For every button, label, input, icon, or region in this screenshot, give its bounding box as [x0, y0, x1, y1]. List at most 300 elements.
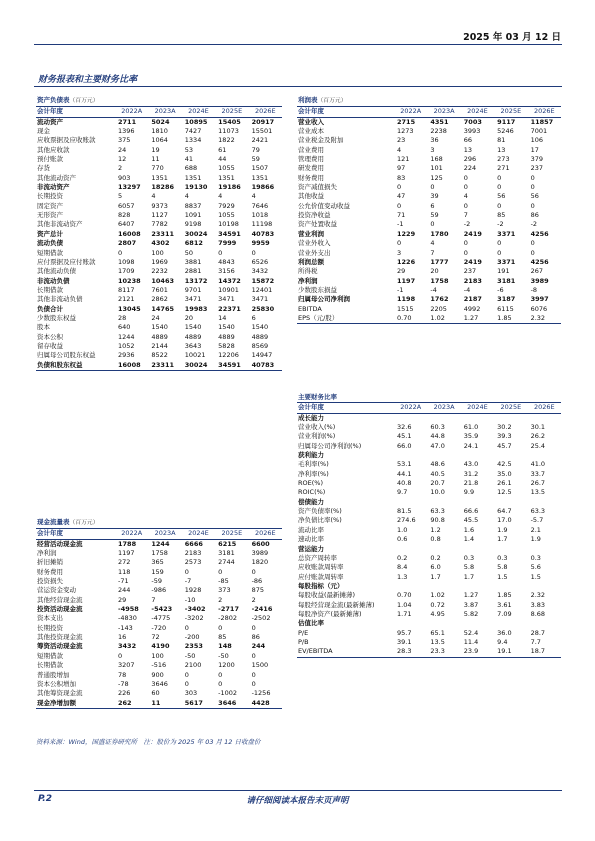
row-label: 资产处置收益: [298, 220, 337, 229]
cell-value: 1055: [218, 164, 235, 173]
cell-value: 90.8: [430, 516, 445, 525]
cell-value: 8837: [184, 201, 202, 210]
row-label: 管理费用: [298, 155, 324, 164]
cell-value: 35.0: [497, 469, 512, 478]
cell-value: 2881: [184, 267, 202, 276]
cell-value: 17.0: [497, 516, 512, 525]
cell-value: -10: [184, 595, 196, 604]
table-row: [36, 267, 282, 276]
cell-value: 224: [463, 164, 477, 173]
cell-value: 9198: [184, 220, 202, 229]
cell-value: [461, 498, 494, 507]
cell-value: 63.3: [530, 507, 546, 516]
page-number: P.2: [38, 794, 52, 804]
row-label: 其他筹资现金流: [37, 689, 83, 698]
cell-value: [494, 498, 527, 507]
table-row: [297, 516, 561, 525]
cell-value: 1500: [251, 661, 269, 670]
table-row: [297, 460, 561, 469]
cell-value: 1.02: [430, 591, 445, 600]
table-row: [297, 488, 561, 497]
cell-value: 9701: [184, 285, 202, 294]
cell-value: 11: [148, 699, 181, 709]
cell-value: 44: [218, 155, 227, 164]
cell-value: 0: [530, 201, 535, 210]
cell-value: 10.0: [430, 488, 445, 497]
cell-value: 6: [430, 201, 435, 210]
table-row: [36, 596, 282, 605]
table-row: [297, 174, 561, 183]
cell-value: 4: [430, 239, 435, 248]
table-row: [297, 314, 561, 324]
cell-value: 1.2: [430, 525, 441, 534]
cell-value: 274.6: [397, 516, 416, 525]
cell-value: 3471: [218, 295, 235, 304]
cell-value: 2573: [184, 558, 202, 567]
cell-value: -86: [251, 577, 263, 586]
row-label: 财务费用: [37, 567, 63, 576]
table-row: [297, 239, 561, 248]
cell-value: 4889: [218, 332, 235, 341]
cell-value: [461, 545, 494, 554]
table-row: [297, 423, 561, 432]
cell-value: 1351: [251, 173, 269, 182]
row-label: 折旧摊销: [37, 558, 63, 567]
cell-value: 3471: [251, 295, 269, 304]
section-title: 财务报表和主要财务比率: [38, 75, 138, 85]
table-row: [36, 671, 282, 680]
cell-value: 8569: [251, 341, 269, 350]
table-row: [297, 183, 561, 192]
table-row: [36, 661, 282, 670]
cell-value: 0: [218, 679, 223, 688]
cell-value: 19130: [184, 183, 208, 192]
cell-value: 9959: [251, 239, 270, 248]
cell-value: -2416: [251, 605, 273, 614]
cell-value: 21.8: [463, 479, 479, 488]
cell-value: 4256: [530, 257, 549, 266]
cell-value: 0: [497, 173, 502, 182]
row-label: 成长能力: [298, 413, 324, 422]
cell-value: 28: [118, 313, 127, 322]
cell-value: 0: [184, 623, 189, 632]
table-row: [36, 323, 282, 332]
cell-value: -1: [397, 285, 404, 294]
cell-value: [494, 582, 527, 591]
cell-value: 0: [497, 248, 502, 257]
column-header: 2022A: [115, 107, 148, 117]
cell-value: 86: [530, 211, 539, 220]
cell-value: 688: [184, 164, 198, 173]
cell-value: 1762: [430, 295, 449, 304]
cell-value: 5828: [218, 341, 235, 350]
cell-value: 237: [463, 267, 477, 276]
cell-value: -1256: [251, 689, 271, 698]
cell-value: 41.0: [530, 460, 546, 469]
cell-value: 1969: [151, 257, 168, 266]
cell-value: 0: [463, 201, 468, 210]
cell-value: 3.87: [463, 600, 479, 609]
table-row: [297, 610, 561, 619]
column-header: 会计年度: [297, 403, 394, 413]
row-label: 营业利润(%): [298, 432, 336, 441]
table-row: [297, 451, 561, 460]
cell-value: [461, 413, 494, 423]
cell-value: 3181: [497, 276, 516, 285]
cell-value: 7.09: [497, 609, 512, 618]
cell-value: 159: [151, 567, 164, 576]
cell-value: 2205: [430, 304, 447, 313]
cell-value: 7: [151, 595, 156, 604]
cell-value: 6407: [118, 220, 135, 229]
cell-value: 2121: [118, 295, 135, 304]
cell-value: [394, 451, 427, 460]
cell-value: 3: [397, 248, 402, 257]
cell-value: 1.02: [427, 314, 460, 324]
cell-value: 0.6: [397, 535, 408, 544]
cell-value: 15872: [251, 276, 275, 285]
cell-value: 25830: [251, 304, 275, 313]
row-label: 资本支出: [37, 614, 63, 623]
table-row: [297, 220, 561, 229]
cell-value: 4190: [151, 642, 170, 651]
cell-value: 1064: [151, 136, 168, 145]
cell-value: 30.1: [530, 423, 546, 432]
cell-value: 4: [463, 192, 468, 201]
cell-value: 3643: [184, 341, 202, 350]
cell-value: 14947: [251, 351, 273, 360]
cell-value: 1.5: [497, 572, 508, 581]
row-label: 营运资金变动: [37, 586, 76, 595]
cell-value: 47: [397, 192, 406, 201]
row-label: 财务费用: [298, 173, 324, 182]
cell-value: 3432: [251, 267, 269, 276]
cell-value: 0: [430, 183, 435, 192]
table-row: [36, 699, 282, 709]
cell-value: 42.5: [497, 460, 512, 469]
cell-value: 101: [430, 164, 443, 173]
source-note: 资料来源：Wind，国盛证券研究所 注：股价为 2025 年 03 月 12 日收盘价: [36, 738, 261, 746]
cell-value: -4: [463, 285, 471, 294]
cell-value: 2232: [151, 267, 168, 276]
cell-value: 7: [463, 211, 468, 220]
cell-value: [427, 545, 460, 554]
cell-value: 1198: [397, 295, 416, 304]
cell-value: 1.7: [463, 572, 475, 581]
cell-value: 4: [397, 145, 402, 154]
cell-value: 0: [430, 220, 435, 229]
row-label: 每股指标（元）: [298, 581, 344, 590]
cell-value: 1777: [430, 257, 449, 266]
table-row: [36, 624, 282, 633]
cell-value: 30024: [182, 361, 215, 371]
cell-value: -4958: [118, 605, 139, 614]
cell-value: 3432: [118, 642, 137, 651]
cell-value: 1810: [151, 127, 168, 136]
row-label: 其他非流动负债: [37, 295, 83, 304]
row-label: 流动资产: [37, 117, 63, 126]
cell-value: 79: [251, 145, 260, 154]
cell-value: 4302: [151, 239, 170, 248]
table-row: [36, 539, 282, 549]
cell-value: 14372: [218, 276, 241, 285]
row-label: 营业利润: [298, 229, 324, 238]
cell-value: [494, 545, 527, 554]
cell-value: 9373: [151, 201, 168, 210]
footer-divider: [34, 790, 562, 791]
cell-value: 3989: [530, 276, 549, 285]
table-row: [297, 432, 561, 441]
cell-value: 191: [497, 267, 510, 276]
cell-value: 2144: [151, 341, 168, 350]
cell-value: 6: [251, 313, 256, 322]
cell-value: 1.27: [461, 314, 494, 324]
cell-value: 35.9: [463, 432, 479, 441]
cell-value: -7: [184, 577, 192, 586]
cell-value: 2100: [184, 661, 202, 670]
row-label: 应收账款周转率: [298, 563, 344, 572]
financial-ratios-table: [297, 393, 561, 658]
table-row: [36, 558, 282, 567]
cell-value: 6526: [251, 257, 269, 266]
cell-value: -78: [118, 679, 129, 688]
cell-value: 365: [151, 558, 164, 567]
cell-value: 1197: [397, 276, 416, 285]
cell-value: 97: [397, 164, 406, 173]
cell-value: 2421: [251, 136, 269, 145]
row-label: 投资损失: [37, 577, 63, 586]
cell-value: 8.4: [397, 563, 408, 572]
cell-value: 1.7: [430, 572, 441, 581]
cell-value: 29: [397, 267, 406, 276]
ratios-caption: 主要财务比率: [298, 393, 337, 401]
row-label: EV/EBITDA: [297, 647, 394, 657]
cell-value: -2717: [218, 605, 239, 614]
row-label: 短期借款: [37, 651, 63, 660]
cell-value: 3.61: [497, 600, 512, 609]
cell-value: 226: [118, 689, 131, 698]
cell-value: 100: [151, 248, 164, 257]
cell-value: 0: [118, 651, 123, 660]
cell-value: 1.3: [397, 572, 408, 581]
row-label: 净利率(%): [298, 469, 329, 478]
cell-value: 0.70: [397, 591, 412, 600]
cell-value: 3: [430, 145, 435, 154]
cell-value: 53.1: [397, 460, 412, 469]
cell-value: 1758: [430, 276, 449, 285]
row-label: EBITDA: [298, 304, 322, 313]
row-label: 其他投资现金流: [37, 633, 83, 642]
cell-value: 2.32: [528, 314, 561, 324]
table-row: [297, 164, 561, 173]
cell-value: 7601: [151, 285, 168, 294]
cell-value: -50: [218, 651, 229, 660]
table-row: [36, 314, 282, 323]
cell-value: 15501: [251, 127, 273, 136]
cell-value: 1780: [430, 229, 449, 238]
cell-value: 0: [497, 239, 502, 248]
row-label: EPS（元/股）: [297, 314, 394, 324]
cell-value: 1.04: [397, 600, 412, 609]
cell-value: 1055: [218, 211, 235, 220]
cell-value: 12401: [251, 285, 273, 294]
cell-value: 1.85: [494, 314, 527, 324]
cell-value: 18286: [151, 183, 175, 192]
cell-value: 0: [530, 173, 535, 182]
row-label: 留存收益: [37, 341, 63, 350]
header-divider: [34, 44, 562, 45]
cell-value: 0: [218, 567, 223, 576]
cell-value: 168: [430, 155, 443, 164]
cell-value: 1.4: [463, 535, 475, 544]
table-row: [297, 563, 561, 572]
cell-value: 32.6: [397, 423, 412, 432]
cell-value: -4775: [151, 614, 171, 623]
cell-value: 48.6: [430, 460, 445, 469]
cell-value: 3187: [497, 295, 516, 304]
cell-value: 41: [184, 155, 194, 164]
cell-value: 2711: [118, 117, 137, 126]
cell-value: 0.3: [530, 553, 541, 562]
table-row: [36, 549, 282, 558]
cell-value: 244: [118, 586, 131, 595]
row-label: 投资活动现金流: [37, 605, 83, 614]
row-label: 每股净资产(最新摊薄): [298, 609, 362, 618]
cell-value: 4: [151, 192, 156, 201]
cell-value: 0: [118, 248, 123, 257]
cell-value: 7001: [530, 127, 548, 136]
cell-value: [528, 498, 561, 507]
cell-value: 1758: [151, 549, 168, 558]
cell-value: 303: [184, 689, 198, 698]
cell-value: 1.85: [497, 591, 512, 600]
cell-value: 5024: [151, 117, 170, 126]
table-row: [36, 155, 282, 164]
cell-value: 1709: [118, 267, 135, 276]
row-label: 经营活动现金流: [37, 539, 83, 548]
cell-value: 4889: [151, 332, 168, 341]
table-row: [36, 342, 282, 351]
cell-value: -986: [151, 586, 167, 595]
table-row: [297, 545, 561, 554]
row-label: 长期借款: [37, 285, 63, 294]
cell-value: 63.3: [430, 507, 445, 516]
cell-value: 11073: [218, 127, 239, 136]
cell-value: 237: [530, 164, 543, 173]
row-label: 长期投资: [37, 623, 63, 632]
cell-value: 1244: [118, 332, 135, 341]
cell-value: 2183: [184, 549, 202, 558]
cell-value: 23311: [148, 361, 181, 371]
cell-value: 3.83: [530, 600, 546, 609]
row-label: 总资产周转率: [298, 553, 337, 562]
cell-value: -4: [430, 285, 437, 294]
cell-value: 5.8: [463, 563, 475, 572]
cell-value: 26.2: [530, 432, 546, 441]
cell-value: 7929: [218, 201, 235, 210]
cell-value: 3646: [215, 699, 248, 709]
row-label: 非流动资产: [37, 183, 70, 192]
cell-value: 10238: [118, 276, 141, 285]
cell-value: 10021: [184, 351, 206, 360]
table-row: [297, 211, 561, 220]
column-header: 会计年度: [36, 107, 115, 117]
cell-value: 20: [430, 267, 439, 276]
table-row: [36, 192, 282, 201]
cell-value: 4843: [218, 257, 235, 266]
cell-value: 272: [118, 558, 131, 567]
cell-value: 828: [118, 211, 131, 220]
cell-value: 2715: [397, 117, 416, 126]
cell-value: -1: [397, 220, 404, 229]
table-row: [36, 220, 282, 229]
row-label: 营业收入(%): [298, 423, 336, 432]
cell-value: 2: [118, 164, 123, 173]
cell-value: 12: [118, 155, 127, 164]
table-row: [36, 652, 282, 661]
cell-value: 0: [463, 239, 468, 248]
cell-value: 3881: [184, 257, 202, 266]
cell-value: 6057: [118, 201, 135, 210]
cell-value: 6812: [184, 239, 203, 248]
table-row: [36, 286, 282, 295]
table-row: [36, 568, 282, 577]
cell-value: 65.1: [430, 628, 445, 637]
cell-value: 7: [430, 248, 435, 257]
cell-value: 14765: [151, 304, 175, 313]
row-label: 速动比率: [298, 535, 324, 544]
cell-value: 1334: [184, 136, 202, 145]
cell-value: 0: [251, 567, 256, 576]
cell-value: 0.70: [394, 314, 427, 324]
cell-value: 0.2: [430, 553, 441, 562]
cell-value: 45.1: [397, 432, 412, 441]
cell-value: 1351: [151, 173, 168, 182]
cell-value: 0: [251, 623, 256, 632]
cell-value: 3993: [463, 127, 481, 136]
cell-value: 13.5: [430, 637, 445, 646]
cell-value: 1928: [184, 586, 202, 595]
row-label: 现金净增加额: [36, 699, 115, 709]
cell-value: [461, 619, 494, 628]
column-header: 2022A: [115, 529, 148, 539]
cell-value: -143: [118, 623, 133, 632]
row-label: 投资净收益: [298, 211, 331, 220]
cell-value: -200: [184, 633, 200, 642]
cell-value: 26.7: [530, 479, 546, 488]
row-label: 每股收益(最新摊薄): [298, 591, 356, 600]
cell-value: 1.5: [530, 572, 541, 581]
table-row: [36, 127, 282, 136]
balance-sheet-table: [36, 96, 282, 371]
row-label: 利润总额: [298, 257, 324, 266]
cell-value: 33.7: [530, 469, 546, 478]
cell-value: 45.5: [463, 516, 479, 525]
cell-value: 3181: [218, 549, 235, 558]
row-label: 营业成本: [298, 127, 324, 136]
cell-value: 8117: [118, 285, 135, 294]
cell-value: 25.4: [530, 441, 546, 450]
cell-value: 375: [118, 136, 131, 145]
table-row: [36, 239, 282, 248]
cell-value: 1127: [151, 211, 168, 220]
cell-value: -5.7: [530, 516, 544, 525]
row-label: 资本公积: [37, 332, 63, 341]
row-label: 归属母公司股东权益: [37, 351, 96, 360]
cell-value: 85: [218, 633, 227, 642]
cell-value: 5246: [497, 127, 514, 136]
table-row: [36, 164, 282, 173]
